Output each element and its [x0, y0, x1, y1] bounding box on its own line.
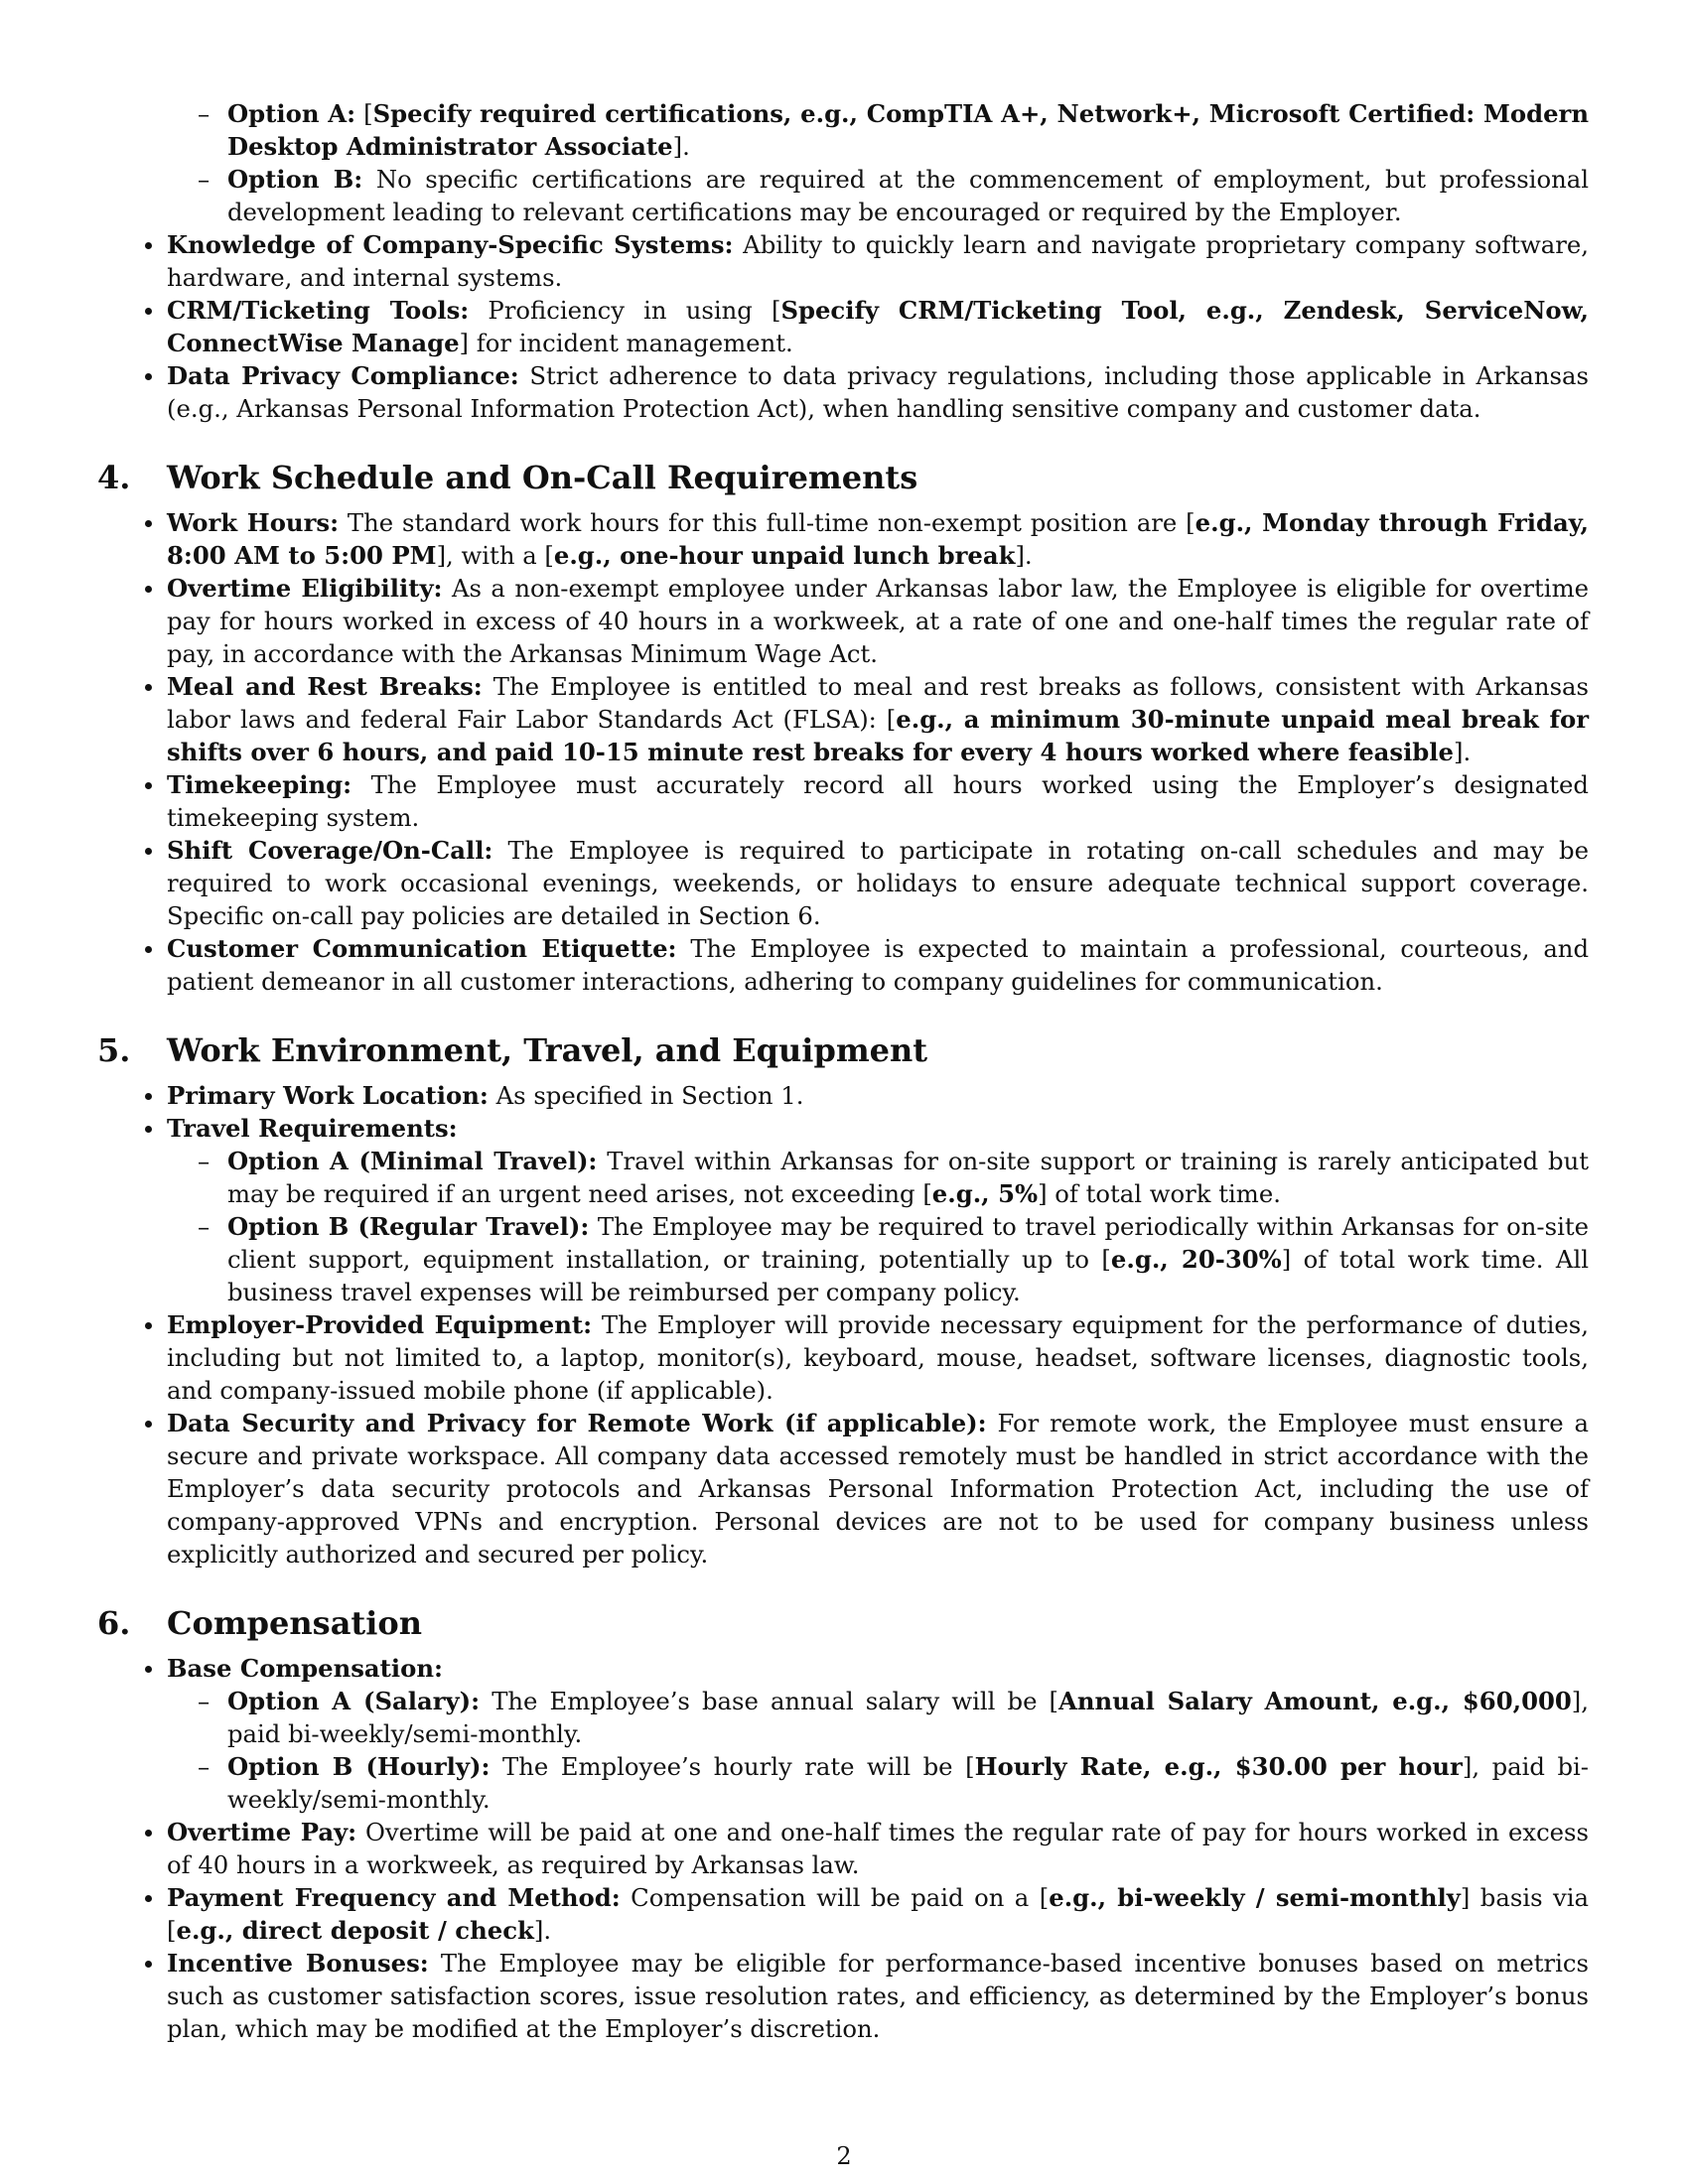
option-label: Option A:: [227, 99, 356, 128]
item-text: ].: [533, 1916, 552, 1945]
item-label: Payment Frequency and Method:: [167, 1883, 621, 1912]
item-text: As specified in Section 1.: [488, 1081, 804, 1110]
item-text: The Employee is required to participate in rotating on-call schedules and may be required to work occasional evenings, weekends, or holidays to ensure adequate technical support coverage. Specific on-call pay policies are detailed in Section 6.: [167, 836, 1589, 930]
remote-security-item: [167, 1407, 1589, 1570]
placeholder-text: Annual Salary Amount, e.g., $60,000: [1058, 1687, 1572, 1715]
item-text: The Employee must accurately record all hours worked using the Employer’s designated timekeeping system.: [167, 770, 1589, 832]
item-text: ], with a [: [436, 541, 554, 570]
option-text: Travel within Arkansas for on-site support or training is rarely anticipated but may be required if an urgent need arises, not exceeding [: [227, 1147, 1590, 1208]
shift-coverage-item: [167, 834, 1589, 932]
work-hours-item: [167, 506, 1589, 572]
travel-requirements-item: [167, 1112, 1589, 1308]
item-text: The Employee may be eligible for performance-based incentive bonuses based on metrics such as customer satisfaction scores, issue resolution rates, and efficiency, as determined by the Employer’s bonus plan, which may be modified at the Employer’s discretion.: [167, 1949, 1590, 2043]
section-number: 6.: [97, 1604, 131, 1642]
option-text: ], paid bi-weekly/semi-monthly.: [227, 1752, 1590, 1814]
section-4-list: [167, 506, 1589, 998]
item-label: Travel Requirements:: [167, 1114, 458, 1143]
item-label: Meal and Rest Breaks:: [167, 672, 483, 701]
section-number: 4.: [97, 459, 131, 496]
item-label: Primary Work Location:: [167, 1081, 489, 1110]
placeholder-text: e.g., Monday through Friday, 8:00 AM to 5:00 PM: [167, 508, 1590, 570]
data-privacy-item: [167, 359, 1589, 425]
overtime-pay-item: [167, 1816, 1589, 1881]
placeholder-text: Specify CRM/Ticketing Tool, e.g., Zendesk, ServiceNow, ConnectWise Manage: [167, 296, 1589, 357]
item-label: Employer-Provided Equipment:: [167, 1310, 593, 1339]
document-page: [97, 97, 1590, 2045]
placeholder-text: e.g., 20-30%: [1110, 1245, 1282, 1274]
section-5: [97, 1031, 1589, 1069]
placeholder-text: e.g., a minimum 30-minute unpaid meal break for shifts over 6 hours, and paid 10-15 minute rest breaks for every 4 hours worked where feasible: [167, 705, 1589, 766]
section-title: Compensation: [167, 1604, 422, 1642]
section-heading: [97, 1604, 1589, 1642]
item-label: Incentive Bonuses:: [167, 1949, 429, 1978]
item-text: Overtime will be paid at one and one-half times the regular rate of pay for hours worked in excess of 40 hours in a workweek, as required by Arkansas law.: [167, 1818, 1589, 1879]
timekeeping-item: [167, 768, 1589, 834]
incentive-bonuses-item: [167, 1947, 1589, 2045]
placeholder-text: e.g., one-hour unpaid lunch break: [553, 541, 1016, 570]
item-label: Timekeeping:: [167, 770, 352, 799]
placeholder-text: Hourly Rate, e.g., $30.00 per hour: [974, 1752, 1463, 1781]
item-label: Overtime Eligibility:: [167, 574, 443, 603]
item-text: Compensation will be paid on a [: [620, 1883, 1050, 1912]
section-heading: [97, 1031, 1589, 1069]
option-text: ], paid bi-weekly/semi-monthly.: [227, 1687, 1589, 1748]
option-text: ] of total work time. All business travel expenses will be reimbursed per company policy.: [227, 1245, 1590, 1306]
option-label: Option A (Minimal Travel):: [227, 1147, 598, 1175]
base-compensation-item: [167, 1652, 1589, 1816]
meal-breaks-item: [167, 670, 1589, 768]
item-label: Work Hours:: [167, 508, 340, 537]
item-text: The Employer will provide necessary equipment for the performance of duties, including but not limited to, a laptop, monitor(s), keyboard, mouse, headset, software licenses, diagnostic tools, and company-issued mobile phone (if applicable).: [167, 1310, 1589, 1405]
item-text: Ability to quickly learn and navigate proprietary company software, hardware, and internal systems.: [167, 230, 1589, 292]
option-text: ].: [672, 132, 690, 161]
travel-option-b: [227, 1210, 1589, 1308]
section-heading: [97, 459, 1589, 496]
section-number: 5.: [97, 1031, 131, 1069]
item-text: ].: [1453, 738, 1472, 766]
item-text: ] basis via [: [167, 1883, 1590, 1945]
page-number: 2: [836, 2142, 852, 2170]
section-6-list: [167, 1652, 1589, 2045]
item-text: The standard work hours for this full-time non-exempt position are [: [339, 508, 1196, 537]
item-text: Proficiency in using [: [469, 296, 781, 325]
salary-option: [227, 1685, 1589, 1750]
item-label: Data Security and Privacy for Remote Work (if applicable):: [167, 1409, 987, 1437]
item-text: Strict adherence to data privacy regulations, including those applicable in Arkansas (e.g., Arkansas Personal Information Protection Act), when handling sensitive company and customer data.: [167, 361, 1589, 423]
company-systems-item: [167, 228, 1589, 294]
item-label: CRM/Ticketing Tools:: [167, 296, 470, 325]
item-label: Knowledge of Company-Specific Systems:: [167, 230, 734, 259]
option-text: [: [355, 99, 373, 128]
placeholder-text: e.g., direct deposit / check: [176, 1916, 534, 1945]
payment-frequency-item: [167, 1881, 1589, 1947]
certifications-item: [167, 97, 1589, 228]
placeholder-text: Specify required certifications, e.g., CompTIA A+, Network+, Microsoft Certified: Modern Desktop Administrator Associate: [227, 99, 1590, 161]
section-5-list: [167, 1079, 1589, 1570]
crm-tools-item: [167, 294, 1589, 359]
item-text: The Employee is entitled to meal and rest breaks as follows, consistent with Arkansas labor laws and federal Fair Labor Standards Act (FLSA): [: [167, 672, 1589, 734]
compensation-options: [167, 1685, 1589, 1816]
item-label: Overtime Pay:: [167, 1818, 357, 1846]
option-text: ] of total work time.: [1038, 1179, 1281, 1208]
item-text: ].: [1015, 541, 1033, 570]
equipment-item: [167, 1308, 1589, 1407]
item-label: Shift Coverage/On-Call:: [167, 836, 493, 865]
option-label: Option A (Salary):: [227, 1687, 481, 1715]
cert-option-b: [227, 163, 1589, 228]
hourly-option: [227, 1750, 1589, 1816]
work-location-item: [167, 1079, 1589, 1112]
option-label: Option B (Hourly):: [227, 1752, 491, 1781]
cert-option-a: [227, 97, 1589, 163]
option-text: The Employee may be required to travel periodically within Arkansas for on-site client support, equipment installation, or training, potentially up to [: [227, 1212, 1589, 1274]
certification-options: [167, 97, 1589, 228]
section3-continuation: [167, 97, 1589, 425]
item-text: As a non-exempt employee under Arkansas labor law, the Employee is eligible for overtime pay for hours worked in excess of 40 hours in a workweek, at a rate of one and one-half times the regular rate of pay, in accordance with the Arkansas Minimum Wage Act.: [167, 574, 1589, 668]
item-label: Customer Communication Etiquette:: [167, 934, 677, 963]
option-label: Option B (Regular Travel):: [227, 1212, 590, 1241]
travel-options: [167, 1145, 1589, 1308]
item-text: For remote work, the Employee must ensure a secure and private workspace. All company data accessed remotely must be handled in strict accordance with the Employer’s data security protocols and Arkansas Personal Information Protection Act, including the use of company-approved VPNs and encryption. Personal devices are not to be used for company business unless explicitly authorized and secured per policy.: [167, 1409, 1589, 1569]
item-label: Data Privacy Compliance:: [167, 361, 519, 390]
option-text: The Employee’s hourly rate will be [: [490, 1752, 975, 1781]
section-4: [97, 459, 1589, 496]
travel-option-a: [227, 1145, 1589, 1210]
option-text: No specific certifications are required at the commencement of employment, but professional development leading to relevant certifications may be encouraged or required by the Employer.: [227, 165, 1589, 226]
section-6: [97, 1604, 1589, 1642]
section-title: Work Schedule and On-Call Requirements: [167, 459, 918, 496]
option-text: The Employee’s base annual salary will be [: [480, 1687, 1059, 1715]
placeholder-text: e.g., bi-weekly / semi-monthly: [1049, 1883, 1461, 1912]
section-title: Work Environment, Travel, and Equipment: [167, 1031, 928, 1069]
overtime-eligibility-item: [167, 572, 1589, 670]
item-label: Base Compensation:: [167, 1654, 443, 1683]
placeholder-text: e.g., 5%: [931, 1179, 1039, 1208]
item-text: The Employee is expected to maintain a professional, courteous, and patient demeanor in all customer interactions, adhering to company guidelines for communication.: [167, 934, 1590, 996]
item-text: ] for incident management.: [459, 329, 793, 357]
option-label: Option B:: [227, 165, 363, 194]
communication-etiquette-item: [167, 932, 1589, 998]
